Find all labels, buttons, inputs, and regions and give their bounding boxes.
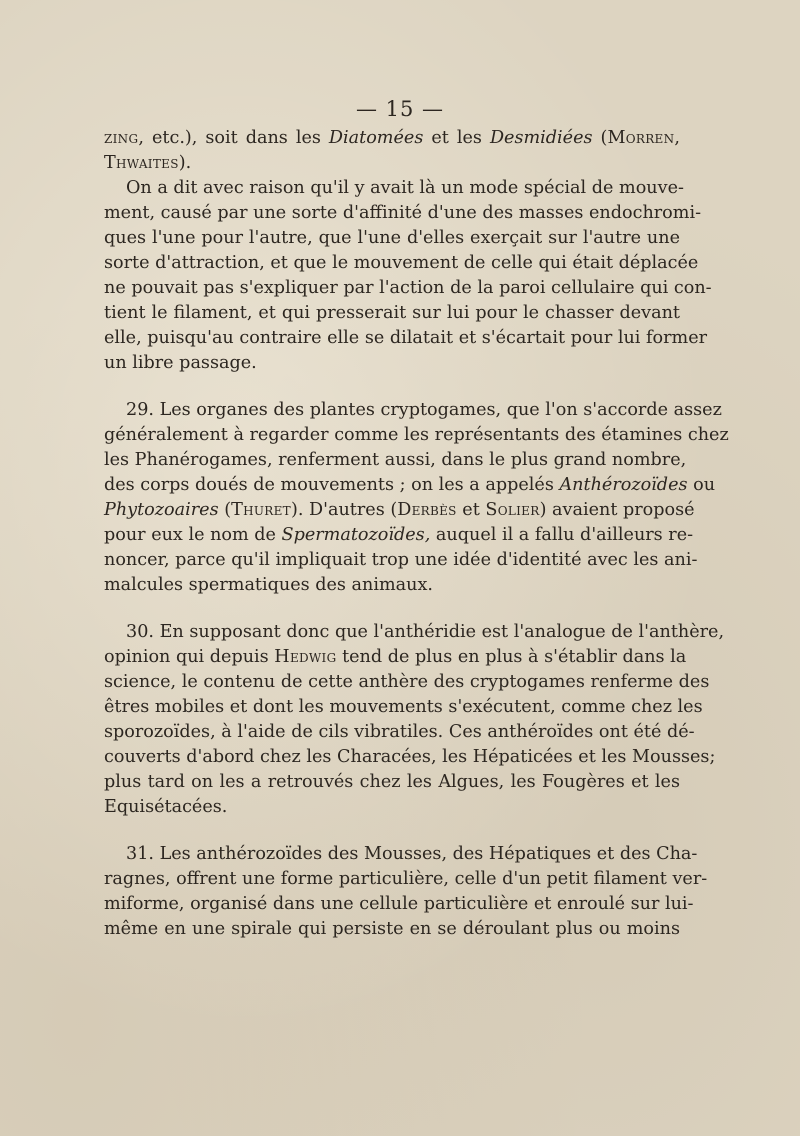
text-run: ( bbox=[592, 128, 608, 148]
paragraph-gap bbox=[104, 376, 680, 398]
text-line: même en une spirale qui persiste en se déroulant plus ou moins bbox=[104, 919, 680, 939]
author-name-solier: Solier bbox=[485, 500, 540, 520]
text-line bbox=[104, 126, 680, 151]
taxon-name-diatomees: Diatomées bbox=[328, 128, 424, 148]
author-name-thwaites: Thwaites bbox=[104, 153, 179, 173]
text-run: ( bbox=[218, 500, 232, 520]
text-line: miforme, organisé dans une cellule particulière et enroulé sur lui- bbox=[104, 894, 694, 914]
text-run: des corps doués de mouvements ; on les a appelés bbox=[104, 475, 560, 495]
paragraph-29 bbox=[104, 398, 729, 598]
paragraph-30 bbox=[104, 620, 725, 820]
paragraph-gap bbox=[104, 598, 680, 620]
text-line: malcules spermatiques des animaux. bbox=[104, 575, 434, 595]
paragraph-continuation bbox=[104, 126, 680, 176]
text-line bbox=[104, 473, 716, 498]
text-line: ragnes, offrent une forme particulière, celle d'un petit filament ver- bbox=[104, 869, 708, 889]
text-line: ment, causé par une sorte d'affinité d'une des masses endochromi- bbox=[104, 203, 702, 223]
text-line: elle, puisqu'au contraire elle se dilatait et s'écartait pour lui former bbox=[104, 328, 708, 348]
text-line: généralement à regarder comme les représentants des étamines chez bbox=[104, 425, 729, 445]
text-line: un libre passage. bbox=[104, 353, 257, 373]
paragraph-gap bbox=[104, 820, 680, 842]
text-run: pour eux le nom de bbox=[104, 525, 282, 545]
text-run: tend de plus en plus à s'établir dans la bbox=[336, 647, 687, 667]
text-line: êtres mobiles et dont les mouvements s'exécutent, comme chez les bbox=[104, 697, 703, 717]
text-run: et les bbox=[423, 128, 490, 148]
text-line bbox=[104, 498, 695, 523]
term-phytozoaires: Phytozoaires bbox=[104, 500, 219, 520]
text-line: 29. Les organes des plantes cryptogames, que l'on s'accorde assez bbox=[126, 400, 722, 420]
word-fragment: zing bbox=[104, 128, 139, 148]
text-line: Equisétacées. bbox=[104, 797, 228, 817]
author-name-thuret: Thuret bbox=[231, 500, 291, 520]
text-line: noncer, parce qu'il impliquait trop une idée d'identité avec les ani- bbox=[104, 550, 698, 570]
term-spermatozoides: Spermatozoïdes, bbox=[281, 525, 431, 545]
text-line bbox=[104, 151, 680, 176]
text-line: On a dit avec raison qu'il y avait là un mode spécial de mouve- bbox=[126, 178, 684, 198]
text-line: science, le contenu de cette anthère des cryptogames renferme des bbox=[104, 672, 710, 692]
text-line: ques l'une pour l'autre, que l'une d'elles exerçait sur l'autre une bbox=[104, 228, 680, 248]
text-line: 31. Les anthérozoïdes des Mousses, des Hépatiques et des Cha- bbox=[126, 844, 698, 864]
author-name-hedwig: Hedwig bbox=[274, 647, 337, 667]
text-line: ne pouvait pas s'expliquer par l'action de la paroi cellulaire qui con- bbox=[104, 278, 712, 298]
paragraph-mouvement bbox=[104, 176, 712, 376]
page-number: — 15 — bbox=[355, 97, 445, 121]
text-run: ) avaient proposé bbox=[539, 500, 695, 520]
text-line: les Phanérogames, renferment aussi, dans le plus grand nombre, bbox=[104, 450, 687, 470]
author-name-derbes: Derbès bbox=[397, 500, 457, 520]
text-line: 30. En supposant donc que l'anthéridie est l'analogue de l'anthère, bbox=[126, 622, 725, 642]
term-antherozoides: Anthérozoïdes bbox=[559, 475, 688, 495]
text-run: ). bbox=[178, 153, 192, 173]
text-line: sorte d'attraction, et que le mouvement de celle qui était déplacée bbox=[104, 253, 699, 273]
text-run: opinion qui depuis bbox=[104, 647, 275, 667]
text-line: couverts d'abord chez les Characées, les Hépaticées et les Mousses; bbox=[104, 747, 716, 767]
text-run: ou bbox=[687, 475, 716, 495]
body-text bbox=[104, 126, 729, 942]
text-run: auquel il a fallu d'ailleurs re- bbox=[430, 525, 694, 545]
text-line: sporozoïdes, à l'aide de cils vibratiles. Ces anthéroïdes ont été dé- bbox=[104, 722, 695, 742]
text-line: tient le filament, et qui presserait sur lui pour le chasser devant bbox=[104, 303, 680, 323]
text-run: , bbox=[674, 128, 681, 148]
paragraph-31 bbox=[104, 842, 708, 942]
taxon-name-desmidiees: Desmidiées bbox=[489, 128, 593, 148]
text-run: ). D'autres ( bbox=[291, 500, 398, 520]
text-line bbox=[104, 645, 687, 670]
text-run: , etc.), soit dans les bbox=[138, 128, 329, 148]
author-name-morren: Morren bbox=[607, 128, 675, 148]
text-line: plus tard on les a retrouvés chez les Algues, les Fougères et les bbox=[104, 772, 680, 792]
text-line bbox=[104, 523, 694, 548]
text-run: et bbox=[456, 500, 486, 520]
